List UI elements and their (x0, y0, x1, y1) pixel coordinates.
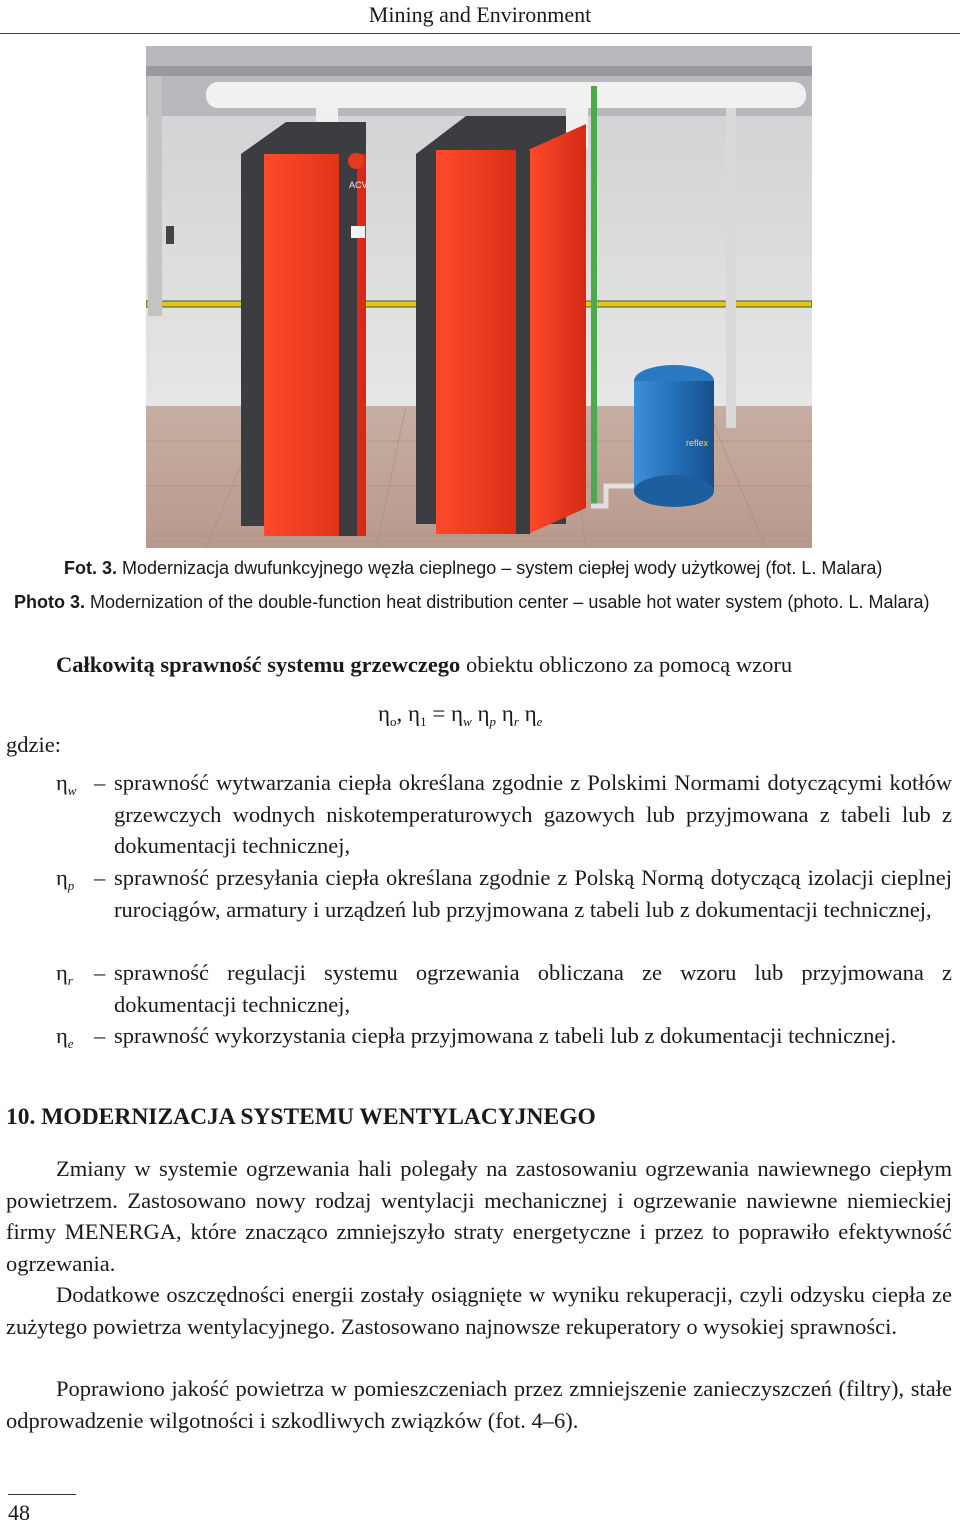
brand-logo-text: ACV (349, 180, 368, 190)
vessel-label-text: reflex (686, 438, 709, 448)
intro-sentence: Całkowitą sprawność systemu grzewczego obiektu obliczono za pomocą wzoru (56, 652, 793, 677)
definition-eta-p: $\eta_p$ – sprawność przesyłania ciepła określana zgodnie z Polską Normą dotyczącą izolacji cieplnej rurociągów, armatury i urządzeń lub przyjmowana z tabeli lub z dokumentacji technicznej, (56, 862, 952, 925)
paragraph: Dodatkowe oszczędności energii zostały osiągnięte w wyniku rekuperacji, czyli odzysku ciepła ze zużytego powietrza wentylacyjnego. Zastosowano najnowsze rekuperatory o wysokiej sprawności. (6, 1282, 952, 1339)
efficiency-formula: $\eta_o$, $\eta_1 = \eta_w$ $\eta_p$ $\eta_r$ $\eta_e$ (378, 701, 543, 729)
paragraph: Poprawiono jakość powietrza w pomieszczeniach przez zmniejszenie zanieczyszczeń (filtry), stałe odprowadzenie wilgotności i szkodliwych związków (fot. 4–6). (6, 1376, 952, 1433)
page-number: 48 (8, 1500, 30, 1525)
boiler-room-photo (146, 46, 812, 548)
header-rule (0, 33, 960, 34)
section-heading: 10. MODERNIZACJA SYSTEMU WENTYLACYJNEGO (6, 1104, 596, 1130)
symbol-eta-w: $\eta_w$ (56, 770, 77, 798)
running-head: Mining and Environment (368, 2, 592, 27)
footer-rule (8, 1494, 76, 1495)
symbol-eta-p: $\eta_p$ (56, 865, 75, 893)
symbol-eta-r: $\eta_r$ (56, 960, 73, 988)
figure-caption-english: Photo 3. Modernization of the double-function heat distribution center – usable hot water system (photo. L. Malara) (14, 592, 930, 612)
definition-eta-w: $\eta_w$ – sprawność wytwarzania ciepła określana zgodnie z Polskimi Normami dotyczącymi kotłów grzewczych wodnych niskotemperaturowych gazowych lub przyjmowana z tabeli lub z dokumentacji technicznej, (56, 767, 952, 862)
definition-eta-r: $\eta_r$ – sprawność regulacji systemu ogrzewania obliczana ze wzoru lub przyjmowana z dokumentacji technicznej, (56, 957, 952, 1020)
symbol-eta-e: $\eta_e$ (56, 1023, 74, 1051)
paragraph: Zmiany w systemie ogrzewania hali polegały na zastosowaniu ogrzewania nawiewnego ciepłym powietrzem. Zastosowano nowy rodzaj wentylacji mechanicznej i ogrzewanie nawiewne niemieckiej firmy MENERGA, które znacząco zmniejszyło straty energetyczne i przez to poprawiło efektywność ogrzewania. (6, 1156, 952, 1276)
definition-eta-e: $\eta_e$ – sprawność wykorzystania ciepła przyjmowana z tabeli lub z dokumentacji technicznej. (56, 1020, 952, 1052)
figure-caption-polish: Fot. 3. Modernizacja dwufunkcyjnego węzła cieplnego – system ciepłej wody użytkowej (fot. L. Malara) (64, 558, 883, 578)
where-label: gdzie: (6, 732, 61, 757)
